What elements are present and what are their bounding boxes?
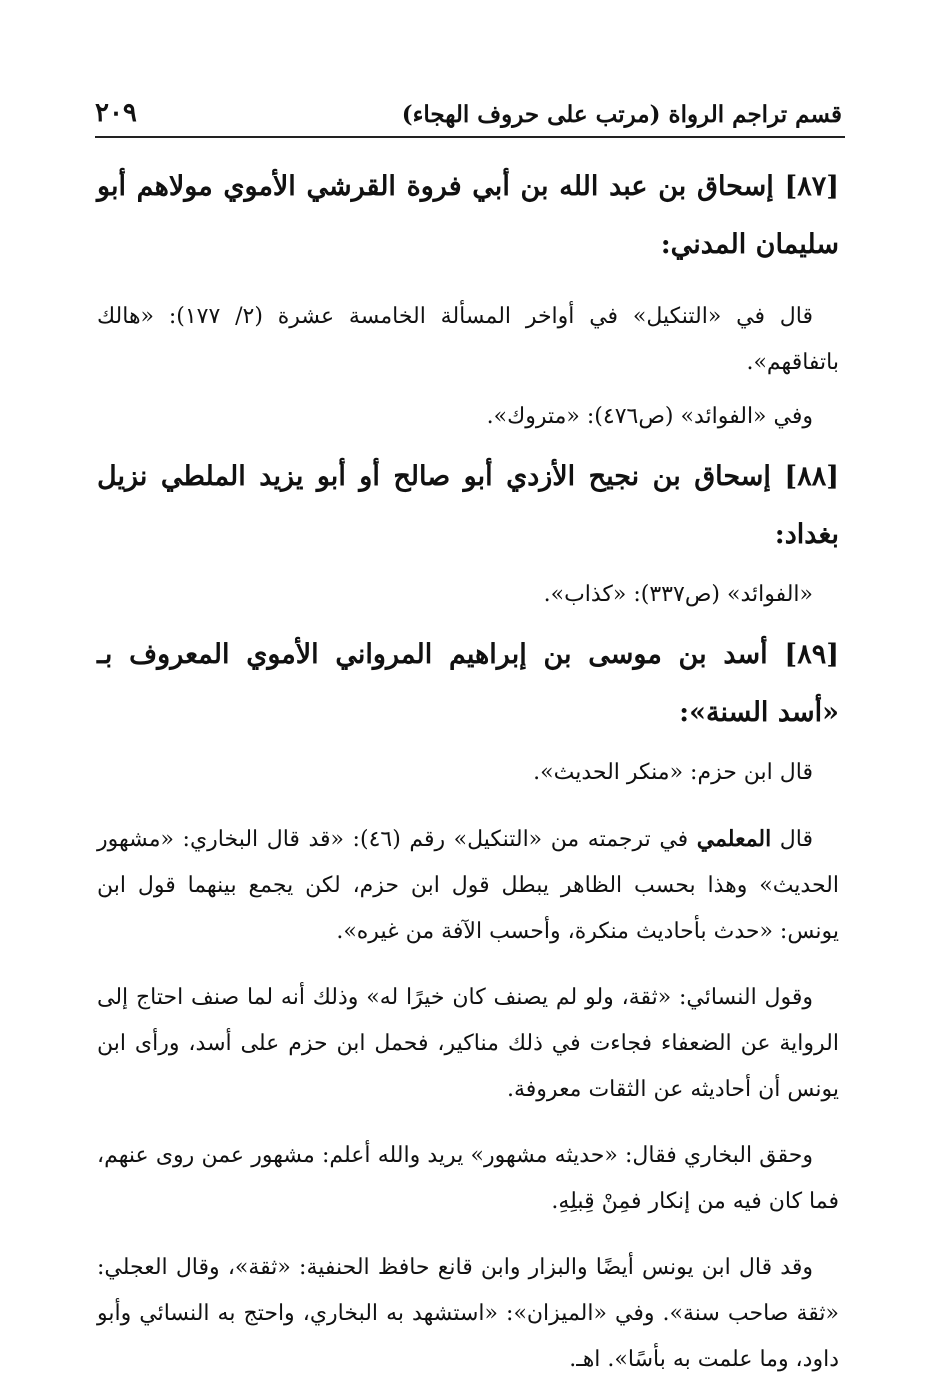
- entry-title-88: [97, 448, 839, 564]
- entry-number-88: [٨٨]: [784, 461, 839, 492]
- entry-number-87: [٨٧]: [784, 171, 840, 202]
- p2-lead: قال: [771, 827, 814, 852]
- entry-heading-87: إسحاق بن عبد الله بن أبي فروة القرشي الأموي مولاهم أبو سليمان المدني:: [97, 171, 839, 260]
- page-header: [95, 78, 842, 128]
- author-name-bold: المعلمي: [696, 826, 772, 852]
- entry-heading-89: أسد بن موسى بن إبراهيم المرواني الأموي المعروف بـ «أسد السنة»:: [97, 639, 839, 728]
- entry-heading-88: إسحاق بن نجيح الأزدي أبو صالح أو أبو يزيد الملطي نزيل بغداد:: [97, 461, 839, 550]
- entry-89-paragraph-3: وقول النسائي: «ثقة، ولو لم يصنف كان خيرًا له» وذلك أنه لما صنف احتاج إلى الرواية عن الضعفاء فجاءت في ذلك مناكير، فحمل ابن حزم على أسد، ورأى ابن يونس أن أحاديثه عن الثقات معروفة.: [97, 985, 839, 1102]
- entry-89-paragraph-4: وحقق البخاري فقال: «حديثه مشهور» يريد والله أعلم: مشهور عمن روى عنهم، فما كان فيه من إنكار فمِنْ قِبلِهِ.: [97, 1143, 839, 1214]
- entry-88-paragraph-1: «الفوائد» (ص٣٣٧): «كذاب».: [543, 582, 813, 607]
- entry-89-paragraph-5: وقد قال ابن يونس أيضًا والبزار وابن قانع حافظ الحنفية: «ثقة»، وقال العجلي: «ثقة صاحب سنة». وفي «الميزان»: «استشهد به البخاري، واحتج به النسائي وأبو داود، وما علمت به بأسًا». اهـ.: [97, 1255, 839, 1372]
- p2-rest: في ترجمته من «التنكيل» رقم (٤٦): «قد قال البخاري: «مشهور الحديث» وهذا بحسب الظاهر يبطل قول ابن حزم، لكن يجمع بينهما قول ابن يونس: «حدث بأحاديث منكرة، وأحسب الآفة من غيره».: [97, 827, 839, 944]
- entry-title-89: [97, 626, 839, 742]
- entry-title-87: [97, 158, 839, 274]
- running-title: قسم تراجم الرواة (مرتب على حروف الهجاء): [401, 101, 842, 128]
- entry-89-paragraph-1: قال ابن حزم: «منكر الحديث».: [533, 760, 813, 785]
- entry-87-paragraph-1: قال في «التنكيل» في أواخر المسألة الخامسة عشرة (٢/ ١٧٧): «هالك باتفاقهم».: [97, 304, 839, 375]
- page-number: ٢٠٩: [95, 98, 137, 128]
- entry-89-paragraph-2: [97, 816, 839, 955]
- entry-87-paragraph-2: وفي «الفوائد» (ص٤٧٦): «متروك».: [486, 404, 813, 429]
- entry-number-89: [٨٩]: [784, 639, 839, 670]
- page-body: [97, 150, 839, 1383]
- header-rule: [95, 136, 845, 138]
